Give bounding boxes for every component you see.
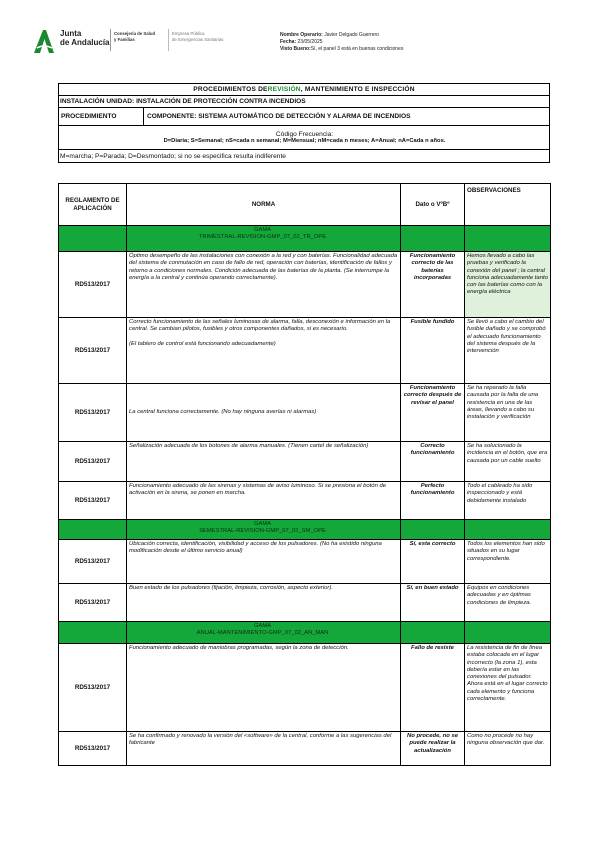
gama-code: SEMESTRAL-REVISION-GMP_07_02_SM_OPE: [199, 528, 326, 534]
instalacion-unidad: INSTALACIÓN UNIDAD: INSTALACIÓN DE PROTECCIÓN CONTRA INCENDIOS: [59, 96, 549, 108]
inspection-table: [58, 183, 551, 766]
gama-cell-blank: [59, 622, 127, 644]
norma-cell: Buen estado de los pulsadores (fijación, limpieza, corrosión, aspecto exterior).: [127, 584, 401, 622]
junta-andalucia-logo-icon: [32, 28, 56, 54]
gama-row: [59, 520, 551, 540]
header-divider-2: [168, 29, 169, 51]
observaciones-cell: Equipos en condiciones adecuadas y en óptimas condiciones de limpieza.: [465, 584, 551, 622]
visto-line: [280, 46, 403, 53]
operario-value: Javier Delgado Guerrero: [324, 32, 379, 38]
codigo-frecuencia: [59, 126, 549, 150]
observaciones-cell: Todo el cableado ha sido inspeccionado y está debidamente instalado: [465, 482, 551, 520]
gama-label: GAMA: [253, 623, 272, 629]
gama-cell-blank: [401, 622, 465, 644]
table-row: [59, 442, 551, 482]
gama-cell-blank: [465, 622, 551, 644]
reglamento-cell: RD513/2017: [59, 584, 127, 622]
reglamento-cell: RD513/2017: [59, 252, 127, 318]
procedimiento-label: PROCEDIMIENTO: [59, 108, 144, 125]
dato-cell: Sí, en buen estado: [401, 584, 465, 622]
table-row: [59, 252, 551, 318]
norma-cell: Señalización adecuada de los botones de alarma manuales. (Tienen cartel de señalización): [127, 442, 401, 482]
col-header-observaciones: OBSERVACIONES: [465, 184, 551, 226]
observaciones-cell: Hemos llevado a cabo las pruebas y verificado la conexión del panel ; la central funciona adecuadamente tanto con las baterías como con la energía eléctrica: [465, 252, 551, 318]
visto-label: Visto Bueno:: [280, 46, 311, 52]
table-row: [59, 384, 551, 442]
fecha-value: 23/05/2025: [297, 39, 323, 45]
table-header-row: [59, 184, 551, 226]
consejeria-label: [114, 31, 155, 43]
procedure-title: [59, 84, 549, 96]
norma-cell: Ubicación correcta, identificación, visibilidad y acceso de los pulsadores. (No ha existido ninguna modificación desde el último servicio anual): [127, 540, 401, 584]
dato-cell: Fallo de resiste: [401, 644, 465, 732]
gama-code: ANUAL-MANTENIMIENTO-GMP_07_02_AN_MAN: [196, 630, 329, 636]
reglamento-cell: RD513/2017: [59, 318, 127, 384]
dato-cell: No procede, no se puede realizar la actualización: [401, 732, 465, 766]
table-row: [59, 540, 551, 584]
logo-line-1: Junta: [60, 29, 82, 38]
report-meta: [280, 32, 403, 53]
fecha-line: [280, 39, 403, 46]
norma-cell: Correcto funcionamiento de las señales luminosas de alarma, falla, desconexión e información en la central. Se cambian pilotos, fusibles y otros componentes dañados, si es necesario. (El tablero de control está funcionando adecuadamente): [127, 318, 401, 384]
table-row: [59, 732, 551, 766]
empresa-label: [172, 31, 223, 43]
dato-cell: Correcto funcionamiento: [401, 442, 465, 482]
norma-cell: Se ha confirmado y renovado la versión del «software» de la central, conforme a las sugerencias del fabricante: [127, 732, 401, 766]
logo-line-2: de Andalucía: [60, 38, 110, 47]
gama-cell-blank: [465, 520, 551, 540]
observaciones-cell: Como no procede no hay ninguna observación que dar.: [465, 732, 551, 766]
norma-cell: Funcionamiento adecuado de maniobras programadas, según la zona de detección.: [127, 644, 401, 732]
gama-label: GAMA: [253, 521, 272, 527]
gama-title: [127, 226, 401, 252]
dato-cell: Fusible fundido: [401, 318, 465, 384]
title-suffix: , MANTENIMIENTO E INSPECCIÓN: [300, 86, 415, 93]
empresa-line-2: de Emergencias Sanitarias: [172, 37, 224, 42]
reglamento-cell: RD513/2017: [59, 732, 127, 766]
observaciones-cell: Se llevó a cabo el cambio del fusible dañado y se comprobó el adecuado funcionamiento del sistema después de la intervención: [465, 318, 551, 384]
table-row: [59, 318, 551, 384]
norma-cell: Óptimo desempeño de las instalaciones con conexión a la red y con baterías. Funcionalidad adecuada del sistema de conmutación en caso de fallo de red, operación con baterías, identificación de fallos y retorno a condiciones normales. Condición adecuada de las baterías de la planta. (Se interrumpe la energía a la central y continúa operando correctamente).: [127, 252, 401, 318]
consejeria-line-2: y Familias: [114, 37, 135, 42]
reglamento-cell: RD513/2017: [59, 482, 127, 520]
gama-cell-blank: [59, 520, 127, 540]
norma-cell: Funcionamiento adecuado de las sirenas y sistemas de aviso luminoso. Si se presiona el botón de activación en la sirena, se ponen en marcha.: [127, 482, 401, 520]
observaciones-cell: Se ha solucionado la incidencia en el botón, que era causada por un cable suelto: [465, 442, 551, 482]
reglamento-cell: RD513/2017: [59, 644, 127, 732]
gama-row: [59, 622, 551, 644]
title-highlight: REVISIÓN: [267, 86, 301, 93]
title-prefix: PROCEDIMIENTOS DE: [193, 86, 268, 93]
gama-code: TRIMESTRAL-REVISION-GMP_07_02_TR_OPE: [198, 234, 327, 240]
table-row: [59, 482, 551, 520]
fecha-label: Fecha:: [280, 39, 297, 45]
col-header-reglamento: REGLAMENTO DE APLICACIÓN: [59, 184, 127, 226]
dato-cell: Perfecto funcionamiento: [401, 482, 465, 520]
gama-cell-blank: [401, 226, 465, 252]
observaciones-cell: Todos los elementos han sido situados en su lugar correspondiente.: [465, 540, 551, 584]
operario-label: Nombre Operario:: [280, 32, 323, 38]
norma-cell: La central funciona correctamente. (No hay ninguna averías ni alarmas): [127, 384, 401, 442]
gama-cell-blank: [401, 520, 465, 540]
header-divider: [110, 29, 111, 51]
reglamento-cell: RD513/2017: [59, 384, 127, 442]
visto-value: Sí, el panel 3 está en buenas condiciones: [310, 46, 404, 52]
table-row: [59, 584, 551, 622]
col-header-norma: NORMA: [127, 184, 401, 226]
gama-title: [127, 622, 401, 644]
componente-label: COMPONENTE: SISTEMA AUTOMÁTICO DE DETECCIÓN Y ALARMA DE INCENDIOS: [147, 113, 411, 120]
table-row: [59, 644, 551, 732]
dato-cell: Funcionamiento correcto después de revisar el panel: [401, 384, 465, 442]
empresa-line-1: Empresa Pública: [172, 31, 205, 36]
observaciones-cell: La resistencia de fin de línea estaba colocada en el lugar incorrecto (la zona 1), esta debería estar en las conexiones del pulsador. Ahora está en el lugar correcto cada elemento y funciona correctamente.: [465, 644, 551, 732]
procedure-title-block: [58, 83, 550, 163]
codigo-value: D=Diaria; S=Semanal; nS=cada n semanal; M=Mensual; nM=cada n meses; A=Anual; nA=Cada n años.: [163, 137, 446, 144]
dato-cell: Sí, esta correcto: [401, 540, 465, 584]
procedimiento-row: [59, 108, 549, 126]
gama-cell-blank: [465, 226, 551, 252]
reglamento-cell: RD513/2017: [59, 540, 127, 584]
col-header-dato: Dato o VºBº: [401, 184, 465, 226]
reglamento-cell: RD513/2017: [59, 442, 127, 482]
page-header: [30, 26, 590, 60]
modos-legend: M=marcha; P=Parada; D=Desmontado; si no se especifica resulta indiferente: [60, 152, 286, 160]
gama-row: [59, 226, 551, 252]
gama-cell-blank: [59, 226, 127, 252]
observaciones-cell: Se ha reparado la falla causada por la falta de una resistencia en una de las áreas, llevando a cabo su instalación y verificación: [465, 384, 551, 442]
logo-text: [60, 29, 110, 47]
gama-label: GAMA: [253, 227, 272, 233]
gama-title: [127, 520, 401, 540]
operario-line: [280, 32, 403, 39]
codigo-label: Código Frecuencia:: [275, 130, 334, 138]
consejeria-line-1: Consejería de Salud: [114, 31, 156, 36]
dato-cell: Funcionamiento correcto de las baterías incorporadas: [401, 252, 465, 318]
